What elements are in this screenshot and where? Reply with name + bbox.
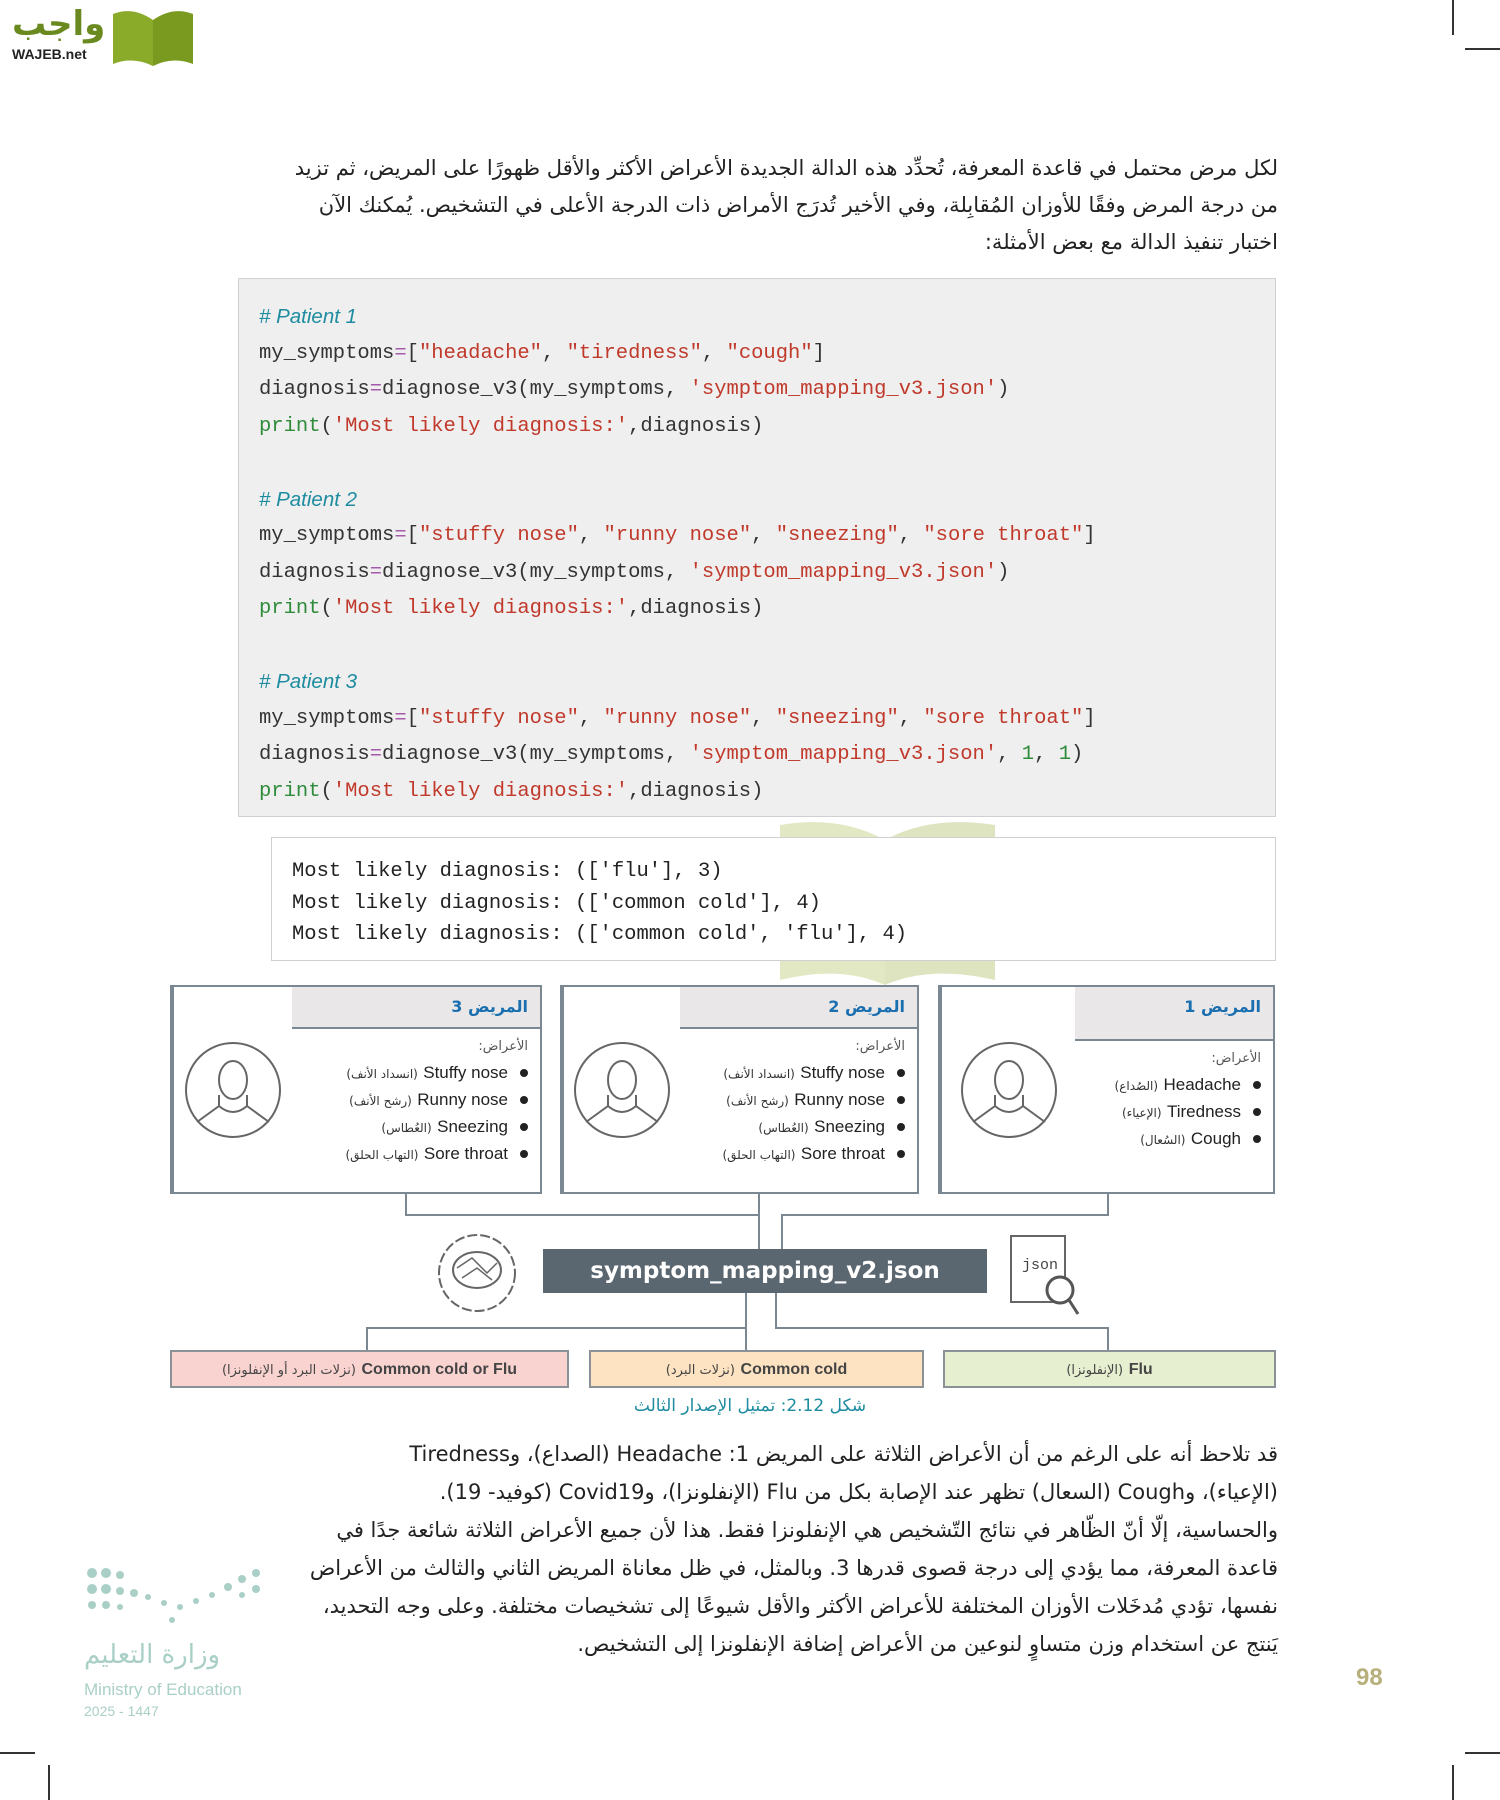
symptom-ar: (انسداد الأنف) xyxy=(723,1067,795,1081)
code-token-str: "stuffy nose" xyxy=(418,706,579,730)
symptom-ar: (العُطاس) xyxy=(758,1121,809,1135)
code-line xyxy=(259,372,1275,409)
code-token-plain: ) xyxy=(997,560,1010,584)
bullet-icon xyxy=(897,1069,905,1077)
crop-mark xyxy=(1465,48,1500,50)
code-token-kw: print xyxy=(259,597,321,620)
code-line xyxy=(259,299,1275,336)
code-token-plain: ( xyxy=(320,597,333,620)
symptom-en: Sneezing xyxy=(437,1117,508,1136)
body-line: والحساسية، إلّا أنّ الظّاهر في نتائج التّشخيص هي الإنفلونزا فقط. هذا لأن جميع الأعراض الثلاثة شائعة جدًا في xyxy=(336,1518,1278,1542)
symptoms-label: الأعراض: xyxy=(478,1039,528,1054)
code-line xyxy=(259,518,1275,555)
diagnosis-result xyxy=(170,1350,569,1388)
code-token-plain: , xyxy=(541,341,567,365)
person-icon xyxy=(572,1040,672,1140)
mapping-file-box: symptom_mapping_v2.json xyxy=(543,1249,987,1293)
code-token-kw: print xyxy=(259,779,321,803)
code-token-plain: , xyxy=(1034,743,1059,766)
code-token-plain: ) xyxy=(997,378,1010,401)
code-token-plain: , xyxy=(578,706,604,730)
code-line xyxy=(259,555,1275,592)
symptom-item xyxy=(292,1141,528,1168)
code-token-plain: [ xyxy=(406,524,419,547)
code-token-str: 'Most likely diagnosis:' xyxy=(332,597,629,620)
code-token-plain: ] xyxy=(812,341,825,365)
symptom-item xyxy=(1075,1072,1261,1099)
crop-mark xyxy=(1465,1752,1500,1754)
code-token-op: = xyxy=(394,341,407,365)
bullet-icon xyxy=(520,1123,528,1131)
symptom-list xyxy=(680,1060,917,1168)
code-token-plain: , xyxy=(898,706,924,730)
figure-caption: شكل 2.12: تمثيل الإصدار الثالث xyxy=(633,1396,867,1416)
code-line xyxy=(259,628,1275,665)
symptom-en: Stuffy nose xyxy=(800,1063,885,1082)
code-token-str: 'Most likely diagnosis:' xyxy=(332,414,629,438)
code-token-comment: # Patient 1 xyxy=(259,305,358,328)
patient-info xyxy=(1075,987,1273,1192)
code-token-plain: my_symptoms xyxy=(259,341,395,365)
code-line xyxy=(259,336,1275,373)
code-token-plain: , xyxy=(751,524,776,547)
body-line: يَنتج عن استخدام وزن متساوٍ لنوعين من الأعراض إضافة الإنفلونزا إلى التشخيص. xyxy=(577,1632,1278,1656)
code-token-num: 1 xyxy=(1021,743,1035,766)
code-line xyxy=(259,591,1275,628)
intro-line: من درجة المرض وفقًا للأوزان المُقابِلة، وفي الأخير تُدرَج الأمراض ذات الدرجة الأعلى في التشخيص. يُمكنك الآن xyxy=(318,193,1278,217)
diagnosis-result xyxy=(943,1350,1276,1388)
code-line xyxy=(259,737,1275,774)
symptom-item xyxy=(680,1114,905,1141)
symptom-list xyxy=(1075,1072,1273,1153)
bullet-icon xyxy=(520,1069,528,1077)
symptom-item xyxy=(680,1087,905,1114)
bullet-icon xyxy=(520,1096,528,1104)
body-line: (الإعياء)، وCough (السعال) تظهر عند الإصابة بكل من Flu (الإنفلونزا)، وCovid19 (كوفيد- 19). xyxy=(439,1480,1278,1504)
code-token-str: 'Most likely diagnosis:' xyxy=(332,779,629,803)
code-token-op: = xyxy=(369,743,383,766)
book-icon xyxy=(108,6,198,68)
ministry-year: 2025 - 1447 xyxy=(84,1703,159,1719)
result-en: Common cold or Flu xyxy=(361,1361,518,1378)
code-token-plain: diagnosis xyxy=(259,560,370,584)
patient-info xyxy=(292,987,540,1192)
symptom-en: Tiredness xyxy=(1166,1102,1241,1121)
code-token-kw: print xyxy=(259,414,321,438)
page-number: 98 xyxy=(1356,1664,1383,1691)
code-token-str: 'symptom_mapping_v3.json' xyxy=(689,560,998,584)
patient-card xyxy=(938,985,1275,1194)
ministry-arabic: وزارة التعليم xyxy=(84,1640,221,1670)
body-line: نفسها، تؤدي مُدخَلات الأوزان المختلفة للأعراض الأكثر والأقل شيوعًا إلى تشخيصات مختلفة. وعلى وجه التحديد، xyxy=(322,1594,1278,1618)
code-token-plain: , xyxy=(578,524,604,547)
output-block xyxy=(271,837,1276,961)
code-token-op: = xyxy=(369,378,383,401)
code-token-plain: ,diagnosis) xyxy=(628,414,764,438)
patient-card xyxy=(560,985,919,1194)
code-token-plain: my_symptoms xyxy=(259,524,395,547)
bullet-icon xyxy=(520,1150,528,1158)
bullet-icon xyxy=(897,1096,905,1104)
patient-title: المريض 1 xyxy=(1075,987,1273,1041)
symptom-item xyxy=(292,1087,528,1114)
symptom-en: Runny nose xyxy=(794,1090,885,1109)
intro-line: اختبار تنفيذ الدالة مع بعض الأمثلة: xyxy=(984,230,1278,254)
json-label: json xyxy=(1022,1257,1059,1274)
code-token-str: 'symptom_mapping_v3.json' xyxy=(689,743,998,766)
patient-title: المريض 2 xyxy=(680,987,917,1029)
symptom-ar: (التهاب الحلق) xyxy=(345,1148,419,1162)
output-line: Most likely diagnosis: (['common cold', 'flu'], 4) xyxy=(292,923,908,946)
crop-mark xyxy=(1452,0,1454,35)
code-token-plain: ] xyxy=(1083,524,1096,547)
code-token-comment: # Patient 3 xyxy=(259,670,358,693)
avatar xyxy=(172,987,292,1192)
bullet-icon xyxy=(1253,1135,1261,1143)
diagnosis-result xyxy=(589,1350,924,1388)
code-token-str: "sore throat" xyxy=(923,524,1084,547)
brain-gear-icon xyxy=(432,1228,522,1318)
code-token-plain: diagnosis xyxy=(259,378,370,401)
bullet-icon xyxy=(1253,1108,1261,1116)
intro-paragraph xyxy=(238,150,1278,261)
patient-card xyxy=(170,985,542,1194)
code-token-str: "sore throat" xyxy=(923,706,1084,730)
code-token-op: = xyxy=(394,524,407,547)
code-token-str: "sneezing" xyxy=(775,706,899,730)
person-icon xyxy=(183,1040,283,1140)
ministry-english: Ministry of Education xyxy=(84,1680,242,1699)
code-token-plain: , xyxy=(997,743,1022,766)
code-token-plain: diagnose_v3(my_symptoms, xyxy=(382,378,690,401)
symptom-ar: (التهاب الحلق) xyxy=(722,1148,796,1162)
body-paragraph xyxy=(238,1435,1278,1663)
code-token-plain: ,diagnosis) xyxy=(628,779,764,803)
code-token-plain: diagnose_v3(my_symptoms, xyxy=(382,560,690,584)
symptom-ar: (الصُداع) xyxy=(1114,1079,1159,1093)
code-token-str: "tiredness" xyxy=(566,341,702,365)
code-token-str: "runny nose" xyxy=(603,706,752,730)
symptom-item xyxy=(680,1141,905,1168)
symptom-en: Stuffy nose xyxy=(423,1063,508,1082)
symptom-en: Cough xyxy=(1190,1129,1241,1148)
symptom-ar: (السُعال) xyxy=(1140,1133,1186,1147)
result-ar: (نزلات البرد أو الإنفلونزا) xyxy=(221,1363,356,1378)
code-token-str: "cough" xyxy=(726,341,813,365)
body-line: قد تلاحظ أنه على الرغم من أن الأعراض الثلاثة على المريض 1: Headache (الصداع)، وTiredness xyxy=(409,1442,1278,1466)
symptom-en: Headache xyxy=(1163,1075,1241,1094)
code-token-str: "stuffy nose" xyxy=(418,524,579,547)
wajeb-logo xyxy=(10,4,190,66)
crop-mark xyxy=(0,1752,35,1754)
code-token-op: = xyxy=(394,706,407,730)
code-token-plain: , xyxy=(701,341,727,365)
code-token-str: "sneezing" xyxy=(775,524,899,547)
code-line xyxy=(259,482,1275,519)
symptom-en: Sore throat xyxy=(800,1144,885,1163)
code-line xyxy=(259,774,1275,811)
result-en: Flu xyxy=(1128,1361,1153,1378)
symptoms-label: الأعراض: xyxy=(855,1039,905,1054)
intro-line: لكل مرض محتمل في قاعدة المعرفة، تُحدِّد هذه الدالة الجديدة الأعراض الأكثر والأقل ظهورًا على المريض، ثم تزيد xyxy=(294,156,1278,180)
code-line xyxy=(259,701,1275,738)
result-ar: (نزلات البرد) xyxy=(665,1363,735,1378)
code-token-str: 'symptom_mapping_v3.json' xyxy=(689,378,998,401)
crop-mark xyxy=(1452,1765,1454,1800)
symptom-en: Sore throat xyxy=(423,1144,508,1163)
person-icon xyxy=(959,1040,1059,1140)
symptom-item xyxy=(292,1114,528,1141)
symptoms-label: الأعراض: xyxy=(1211,1051,1261,1066)
code-token-plain: ( xyxy=(320,414,333,438)
body-line: قاعدة المعرفة، مما يؤدي إلى درجة قصوى قدرها 3. وبالمثل، في ظل معاناة المريض الثاني والثالث من الأعراض xyxy=(309,1556,1278,1580)
symptom-list xyxy=(292,1060,540,1168)
code-token-plain: ) xyxy=(1071,743,1084,766)
code-token-plain: diagnosis xyxy=(259,743,370,766)
symptom-item xyxy=(680,1060,905,1087)
result-ar: (الإنفلونزا) xyxy=(1066,1363,1124,1378)
symptom-en: Sneezing xyxy=(814,1117,885,1136)
code-line xyxy=(259,409,1275,446)
code-line xyxy=(259,664,1275,701)
code-block xyxy=(238,278,1276,817)
code-token-plain: ,diagnosis) xyxy=(628,597,764,620)
logo-latin: WAJEB.net xyxy=(12,46,87,62)
symptom-ar: (رشح الأنف) xyxy=(726,1094,789,1108)
code-token-str: "headache" xyxy=(418,341,542,365)
code-token-str: "runny nose" xyxy=(603,524,752,547)
code-token-plain: , xyxy=(751,706,776,730)
crop-mark xyxy=(48,1765,50,1800)
avatar xyxy=(940,987,1075,1192)
symptom-item xyxy=(1075,1126,1261,1153)
code-token-op: = xyxy=(369,560,383,584)
bullet-icon xyxy=(897,1150,905,1158)
code-token-num: 1 xyxy=(1058,743,1071,766)
ministry-dots-logo xyxy=(84,1565,264,1627)
symptom-ar: (الإعياء) xyxy=(1121,1106,1162,1120)
code-token-plain: diagnose_v3(my_symptoms, xyxy=(382,743,690,766)
code-line xyxy=(259,445,1275,482)
code-token-plain: my_symptoms xyxy=(259,706,395,730)
code-token-plain: [ xyxy=(406,706,419,730)
symptom-ar: (العُطاس) xyxy=(381,1121,432,1135)
bullet-icon xyxy=(897,1123,905,1131)
avatar xyxy=(562,987,680,1192)
bullet-icon xyxy=(1253,1081,1261,1089)
output-line: Most likely diagnosis: (['common cold'], 4) xyxy=(292,891,821,915)
code-token-comment: # Patient 2 xyxy=(259,487,358,511)
symptom-ar: (رشح الأنف) xyxy=(349,1094,412,1108)
code-token-plain: , xyxy=(898,524,924,547)
code-token-plain: [ xyxy=(406,341,419,365)
symptom-ar: (انسداد الأنف) xyxy=(346,1067,418,1081)
output-line: Most likely diagnosis: (['flu'], 3) xyxy=(292,860,723,883)
patient-info xyxy=(680,987,917,1192)
code-token-plain: ( xyxy=(320,779,333,803)
result-en: Common cold xyxy=(740,1361,848,1378)
logo-arabic: واجب xyxy=(12,4,106,44)
code-token-plain: ] xyxy=(1083,706,1096,730)
symptom-item xyxy=(1075,1099,1261,1126)
magnifier-icon xyxy=(1040,1270,1085,1320)
symptom-item xyxy=(292,1060,528,1087)
symptom-en: Runny nose xyxy=(417,1090,508,1109)
patient-title: المريض 3 xyxy=(292,987,540,1029)
